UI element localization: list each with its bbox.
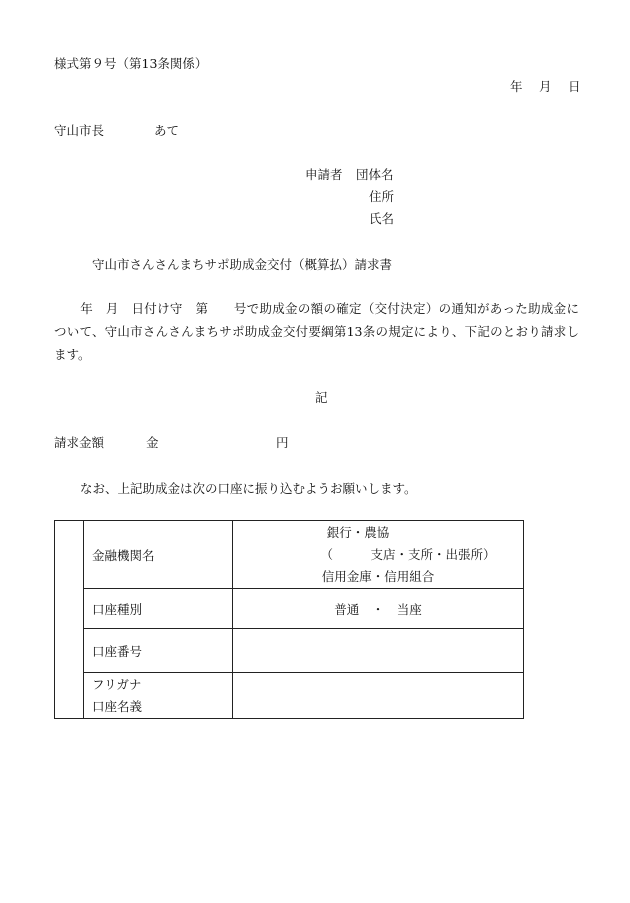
furigana-label: フリガナ <box>92 676 142 692</box>
group-name-label: 団体名 <box>356 167 394 182</box>
table-row <box>55 629 524 673</box>
account-type-value: 普通 ・ 当座 <box>233 589 524 629</box>
table-row <box>55 673 524 719</box>
document-title: 守山市さんさんまちサポ助成金交付（概算払）請求書 <box>92 257 393 272</box>
form-number: 様式第９号（第13条関係） <box>54 56 208 71</box>
bank-account-table <box>54 520 524 719</box>
date-line: 年 月 日 <box>510 79 583 94</box>
account-name-value <box>233 673 524 719</box>
name-label: 氏名 <box>369 211 395 226</box>
financial-institution-label: 金融機関名 <box>84 521 233 589</box>
account-holder-label: 口座名義 <box>92 698 143 714</box>
address-label: 住所 <box>369 189 395 204</box>
bank-type-line-1: 銀行・農協 <box>326 524 390 540</box>
transfer-note: なお、上記助成金は次の口座に振り込むようお願いします。 <box>80 481 417 496</box>
applicant-label: 申請者 <box>305 167 343 182</box>
body-line-2: について、守山市さんさんまちサポ助成金交付要綱第13条の規定により、下記のとおり請 <box>54 301 579 339</box>
amount-unit: 円 <box>276 435 289 450</box>
bank-type-line-3: 信用金庫・信用組合 <box>321 568 435 584</box>
body-line-1: 年 月 日付け守 第 号で助成金の額の確定（交付決定）の通知があった助成金 <box>80 301 567 316</box>
account-number-value <box>233 629 524 673</box>
body-line-3: 求します。 <box>54 324 579 362</box>
financial-institution-value <box>233 521 524 589</box>
addressee: 守山市長 あて <box>54 123 180 138</box>
table-row <box>55 521 524 589</box>
blank-column <box>55 521 84 719</box>
amount-prefix: 金 <box>146 435 159 450</box>
request-body <box>54 297 579 366</box>
account-number-label: 口座番号 <box>84 629 233 673</box>
ki-heading: 記 <box>315 390 328 405</box>
amount-label: 請求金額 <box>54 435 105 450</box>
branch-line: （ 支店・支所・出張所） <box>320 546 496 562</box>
account-type-label: 口座種別 <box>84 589 233 629</box>
table-row <box>55 589 524 629</box>
account-name-label <box>84 673 233 719</box>
